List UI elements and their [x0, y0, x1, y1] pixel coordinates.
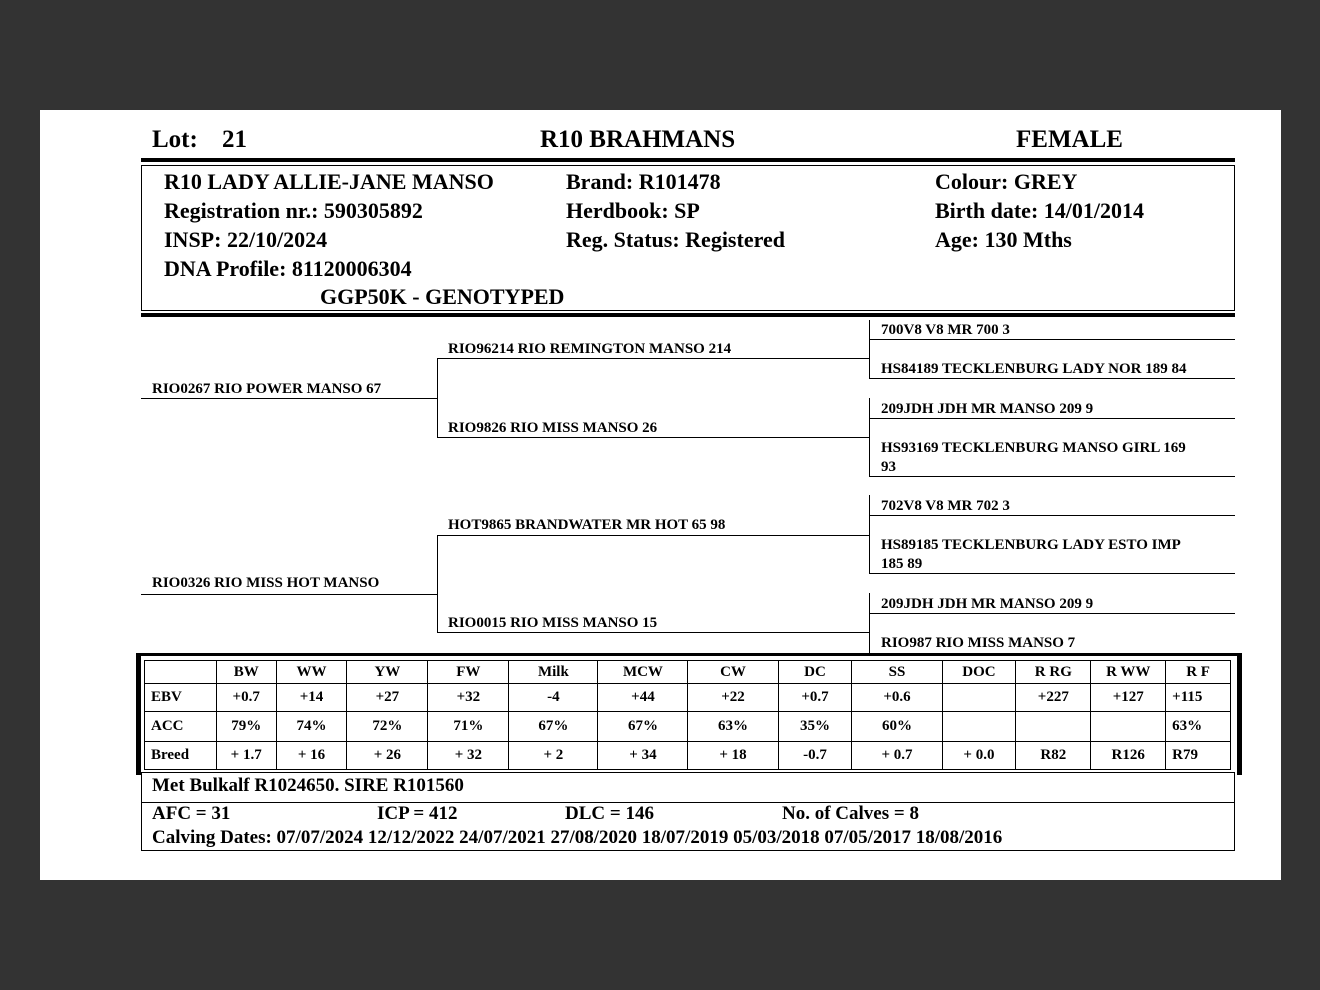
info-right-border [1234, 166, 1235, 311]
info-left-border [141, 166, 142, 311]
ebv-cell: + 32 [428, 742, 509, 770]
ebv-cell: + 0.7 [852, 742, 942, 770]
ggp-5-line [869, 515, 1235, 516]
ebv-cell: + 34 [598, 742, 688, 770]
dam-bracket [437, 535, 438, 633]
ebv-cell: R126 [1091, 742, 1166, 770]
ebv-cell: 74% [276, 712, 347, 742]
sire: RIO0267 RIO POWER MANSO 67 [152, 381, 382, 397]
lot-number: 21 [222, 126, 247, 153]
sire-bracket [437, 358, 438, 438]
ebv-header-cell: WW [276, 661, 347, 684]
ebv-cell: + 16 [276, 742, 347, 770]
ebv-cell [1091, 712, 1166, 742]
ebv-header-cell: DC [778, 661, 852, 684]
lot-label: Lot: [152, 126, 198, 153]
dlc: DLC = 146 [565, 803, 654, 824]
sire-sire-line [437, 358, 869, 359]
dam-dam-line [437, 632, 869, 633]
sire-line [141, 398, 437, 399]
ggp-7: 209JDH JDH MR MANSO 209 9 [881, 596, 1094, 612]
ebv-header-cell: R WW [1091, 661, 1166, 684]
pedigree-rule-thin [141, 310, 1235, 311]
herd-title: R10 BRAHMANS [540, 126, 736, 153]
ggp-6-line [869, 573, 1235, 574]
ebv-cell: 67% [509, 712, 598, 742]
animal-name: R10 LADY ALLIE-JANE MANSO [164, 169, 494, 194]
ebv-header-cell: Milk [509, 661, 598, 684]
header-rule-thick [141, 158, 1235, 162]
calving-box [141, 801, 1235, 851]
ebv-row [145, 712, 1231, 742]
ebv-row [145, 742, 1231, 770]
ggp-8: RIO987 RIO MISS MANSO 7 [881, 635, 1076, 651]
ebv-cell [1016, 712, 1091, 742]
ggp-7-line [869, 613, 1235, 614]
sire-dam-line [437, 437, 869, 438]
ebv-cell: +0.7 [778, 684, 852, 712]
ebv-cell: +27 [347, 684, 428, 712]
ebv-header-cell: DOC [942, 661, 1016, 684]
ebv-cell: +227 [1016, 684, 1091, 712]
ebv-header-cell: BW [216, 661, 276, 684]
icp: ICP = 412 [377, 803, 458, 824]
ebv-cell: 63% [688, 712, 778, 742]
ggp-4-line [869, 476, 1235, 477]
ebv-header-cell: R RG [1016, 661, 1091, 684]
ggp-bracket-1 [869, 320, 870, 378]
ebv-cell: + 18 [688, 742, 778, 770]
ggp-3: 209JDH JDH MR MANSO 209 9 [881, 401, 1094, 417]
ebv-cell [942, 684, 1016, 712]
number-of-calves: No. of Calves = 8 [782, 803, 919, 824]
ebv-cell: +0.7 [216, 684, 276, 712]
ggp-6: HS89185 TECKLENBURG LADY ESTO IMP [881, 537, 1181, 553]
registration-number: Registration nr.: 590305892 [164, 198, 423, 223]
sale-catalogue-page [40, 110, 1281, 880]
ebv-cell: R79 [1166, 742, 1231, 770]
ebv-cell: +22 [688, 684, 778, 712]
ebv-row-label: EBV [145, 684, 217, 712]
brand: Brand: R101478 [566, 169, 721, 194]
birth-date: Birth date: 14/01/2014 [935, 198, 1144, 223]
bulkalf-box [141, 772, 1235, 803]
ebv-cell: + 0.0 [942, 742, 1016, 770]
ggp-bracket-3 [869, 495, 870, 573]
dam-sire: HOT9865 BRANDWATER MR HOT 65 98 [448, 517, 726, 533]
ggp-3-line [869, 418, 1235, 419]
colour: Colour: GREY [935, 169, 1078, 194]
ebv-cell: +44 [598, 684, 688, 712]
sire-dam: RIO9826 RIO MISS MANSO 26 [448, 420, 658, 436]
sex-label: FEMALE [1016, 126, 1123, 153]
pedigree-rule-thick [141, 313, 1235, 317]
ebv-header-cell: R F [1166, 661, 1231, 684]
ebv-cell: -0.7 [778, 742, 852, 770]
herdbook: Herdbook: SP [566, 198, 700, 223]
ebv-row [145, 684, 1231, 712]
ebv-cell: + 1.7 [216, 742, 276, 770]
genotype-status: GGP50K - GENOTYPED [320, 284, 565, 309]
ebv-header-cell: YW [347, 661, 428, 684]
ggp-5: 702V8 V8 MR 702 3 [881, 498, 1010, 514]
ebv-cell: + 2 [509, 742, 598, 770]
ebv-cell: +0.6 [852, 684, 942, 712]
ebv-cell: R82 [1016, 742, 1091, 770]
bulkalf-info: Met Bulkalf R1024650. SIRE R101560 [152, 775, 464, 796]
calving-dates: Calving Dates: 07/07/2024 12/12/2022 24/07/2021 27/08/2020 18/07/2019 05/03/2018 07/05/2017 18/08/2016 [152, 827, 1003, 848]
ebv-header-cell: SS [852, 661, 942, 684]
ebv-header-row [145, 661, 1231, 684]
dam-sire-line [437, 535, 869, 536]
ggp-bracket-2 [869, 398, 870, 476]
ebv-header-cell: CW [688, 661, 778, 684]
sire-sire: RIO96214 RIO REMINGTON MANSO 214 [448, 341, 732, 357]
ggp-2-line [869, 378, 1235, 379]
ebv-table [144, 660, 1231, 770]
ebv-cell: -4 [509, 684, 598, 712]
age: Age: 130 Mths [935, 227, 1072, 252]
ebv-cell: +115 [1166, 684, 1231, 712]
ebv-cell: +127 [1091, 684, 1166, 712]
dna-profile: DNA Profile: 81120006304 [164, 256, 412, 281]
ebv-cell: 67% [598, 712, 688, 742]
ebv-row-label: ACC [145, 712, 217, 742]
ebv-cell [942, 712, 1016, 742]
ebv-cell: 71% [428, 712, 509, 742]
ggp-bracket-4 [869, 593, 870, 653]
ggp-4-cont: 93 [881, 459, 896, 475]
ggp-1: 700V8 V8 MR 700 3 [881, 322, 1010, 338]
ebv-cell: 72% [347, 712, 428, 742]
ggp-6-cont: 185 89 [881, 556, 923, 572]
ebv-cell: + 26 [347, 742, 428, 770]
ebv-cell: 79% [216, 712, 276, 742]
ebv-header-cell: FW [428, 661, 509, 684]
ebv-header-cell [145, 661, 217, 684]
ggp-4: HS93169 TECKLENBURG MANSO GIRL 169 [881, 440, 1186, 456]
inspection-date: INSP: 22/10/2024 [164, 227, 328, 252]
ebv-cell: 63% [1166, 712, 1231, 742]
ebv-cell: +32 [428, 684, 509, 712]
afc: AFC = 31 [152, 803, 231, 824]
dam: RIO0326 RIO MISS HOT MANSO [152, 575, 380, 591]
header-rule-thin [141, 165, 1235, 166]
registration-status: Reg. Status: Registered [566, 227, 785, 252]
dam-line [141, 594, 437, 595]
dam-dam: RIO0015 RIO MISS MANSO 15 [448, 615, 658, 631]
ggp-2: HS84189 TECKLENBURG LADY NOR 189 84 [881, 361, 1187, 377]
ebv-cell: 60% [852, 712, 942, 742]
ebv-header-cell: MCW [598, 661, 688, 684]
ebv-cell: 35% [778, 712, 852, 742]
ggp-1-line [869, 339, 1235, 340]
ebv-row-label: Breed [145, 742, 217, 770]
ebv-cell: +14 [276, 684, 347, 712]
